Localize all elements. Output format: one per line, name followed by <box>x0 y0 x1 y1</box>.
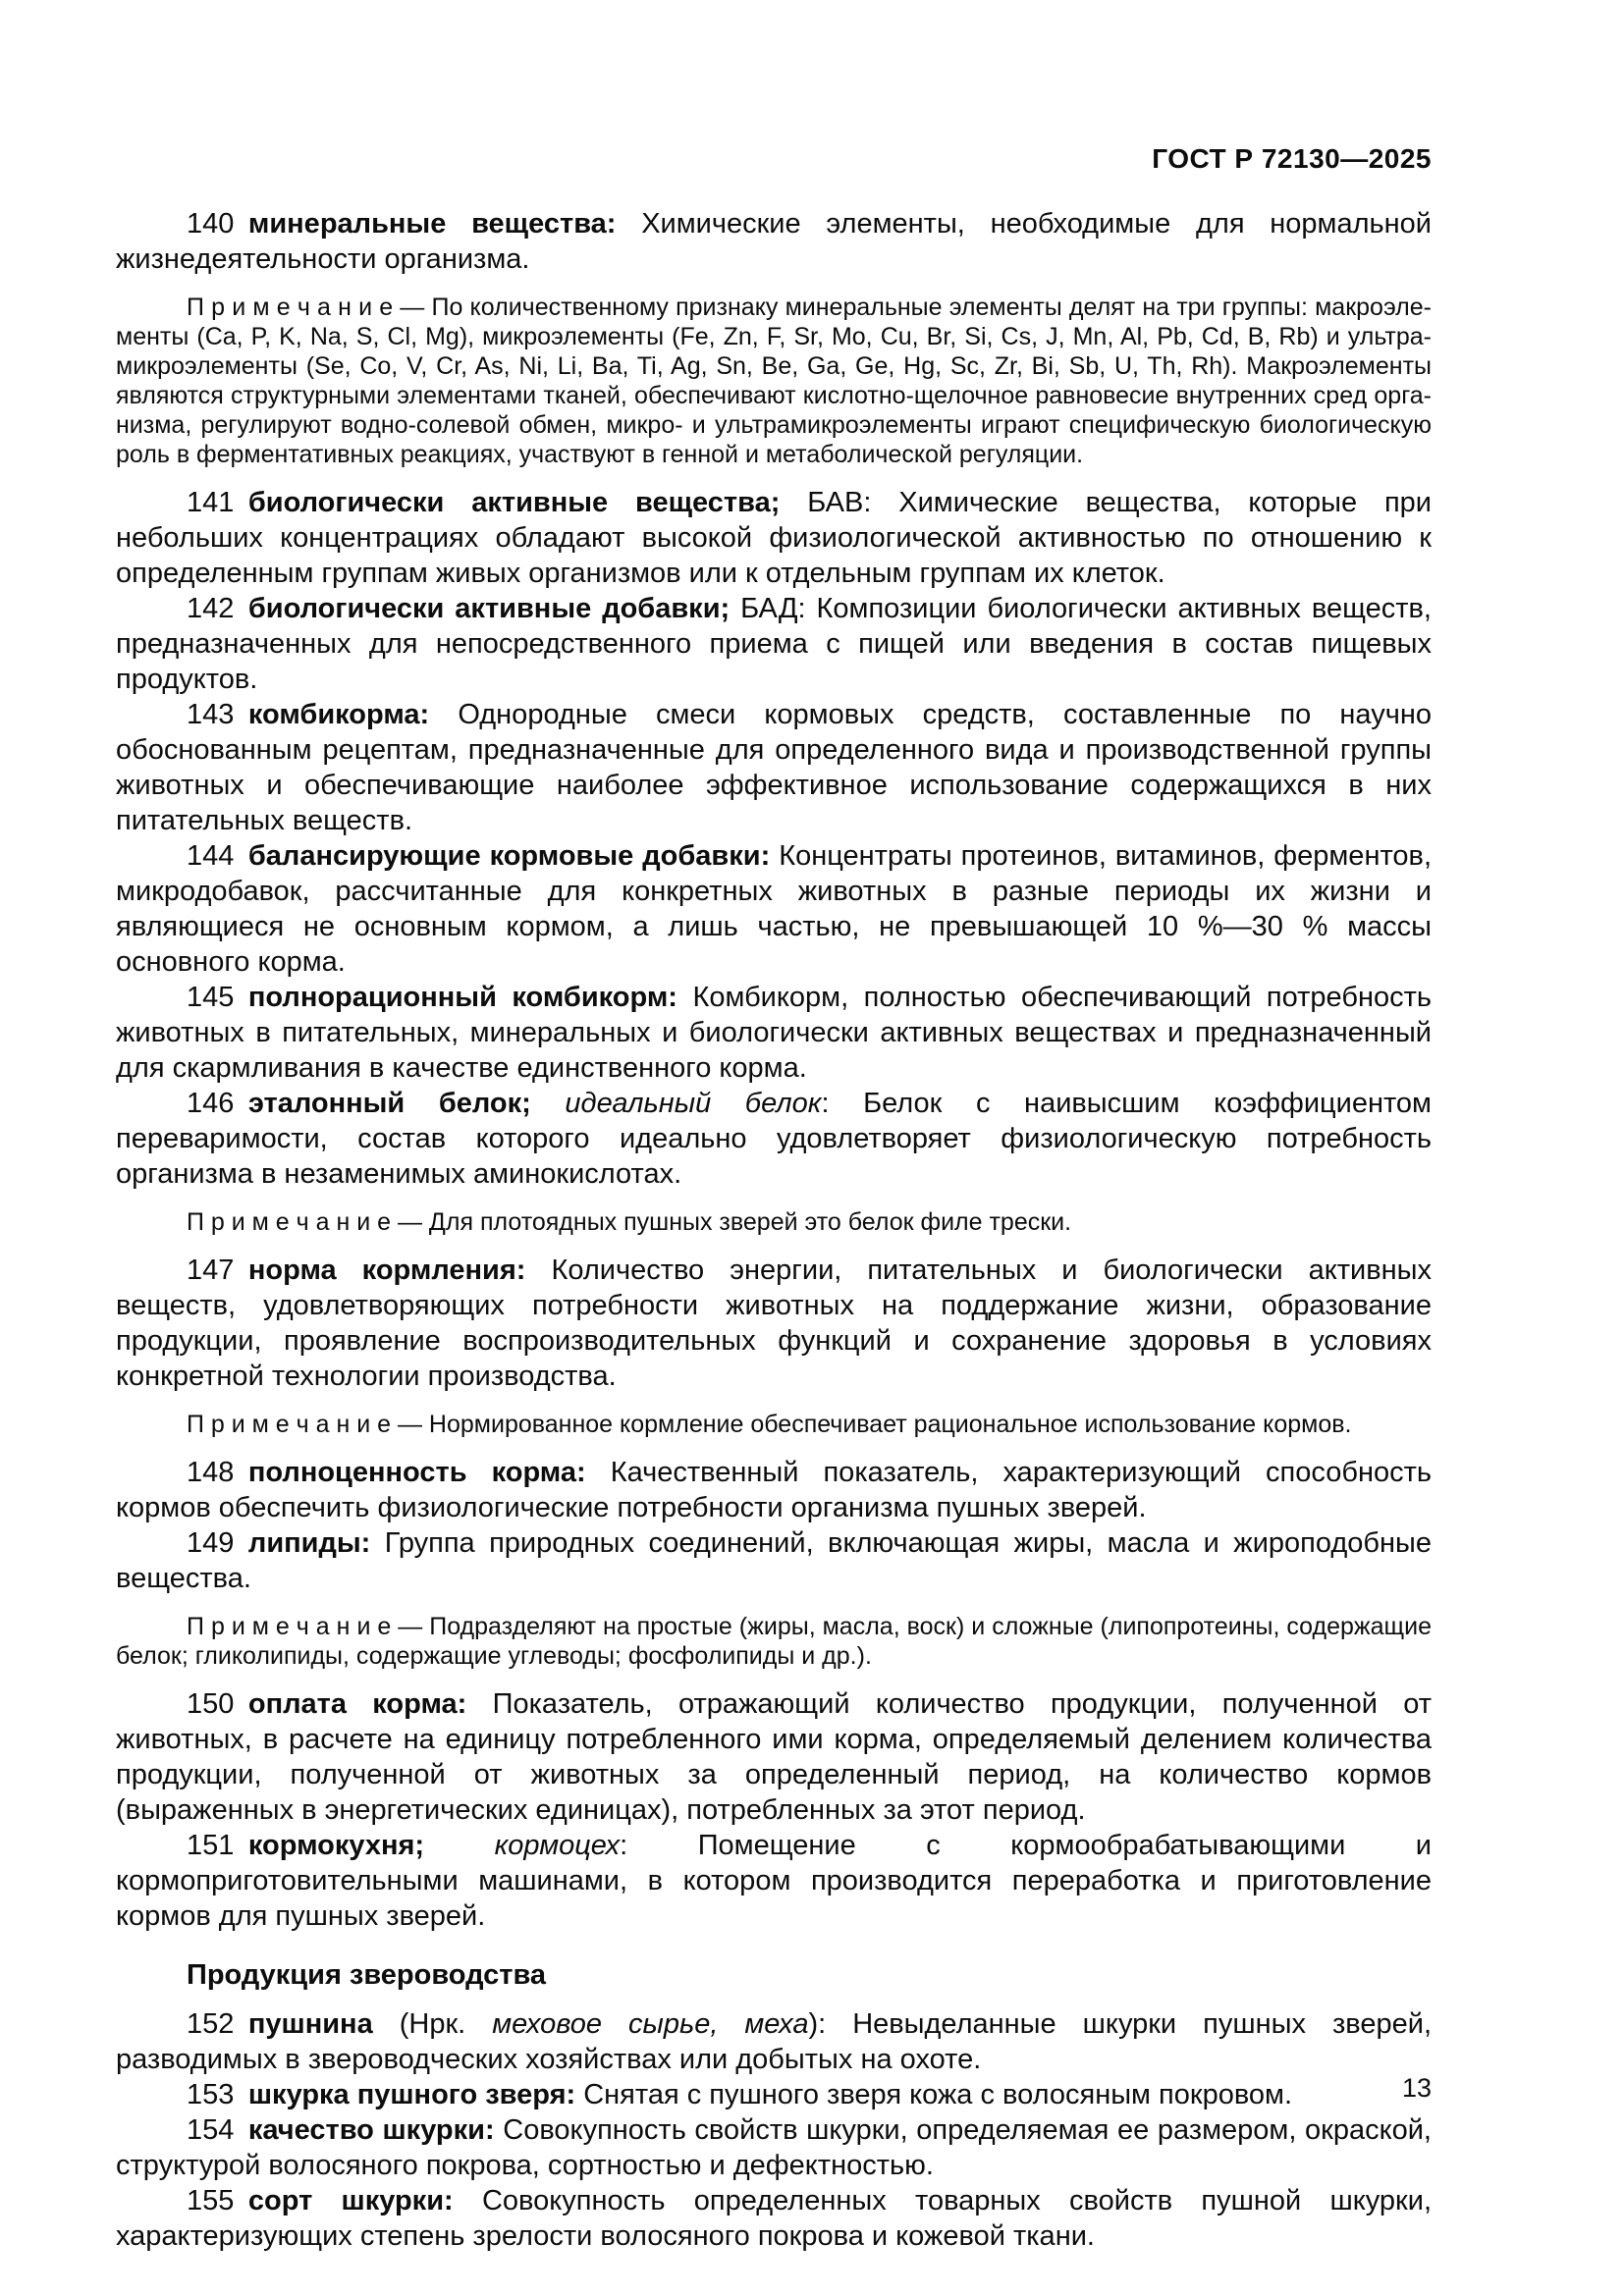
text-run: П р и м е ч а н и е — Для плотоядных пушных зверей это белок филе трески. <box>187 1208 1072 1236</box>
text-run: П р и м е ч а н и е — По количественному признаку минеральные элементы делят на три группы: макроэлементы (Ca, P, K, Na, S, Cl, Mg), микроэлементы (Fe, Zn, F, Sr, Mo, Cu, Br, Si, Cs, J, Mn, Al, Pb, Cd, B, Rb) и ультрамикроэлементы (Se, Co, V, Cr, As, Ni, Li, Ba, Ti, Ag, Sn, Be, Ga, Ge, Hg, Sc, Zr, Bi, Sb, U, Th, Rh). Макроэлементы являются структурными элементами тканей, обеспечивают кислотно-щелочное равновесие внутренних сред организма, регулируют водно-солевой обмен, микро- и ультрамикроэлементы играют специфическую биологическую роль в ферментативных реакциях, участвуют в генной и метаболической регуляции. <box>116 294 1432 468</box>
term-145 <box>116 980 1432 1086</box>
text-run: П р и м е ч а н и е — Нормированное кормление обеспечивает рациональное использование кормов. <box>187 1411 1352 1438</box>
text-run: качество шкурки: <box>247 2114 504 2146</box>
text-run: Количество энергии, питательных и биологически активных веществ, удовлетворяющих потребности животных на поддержание жизни, образование продукции, проявление воспроизводительных функций и сохранение здоровья в условиях конкретной технологии производства. <box>116 1255 1432 1392</box>
text-run: 154 <box>187 2114 248 2146</box>
text-run: 140 <box>187 208 248 240</box>
term-147 <box>116 1253 1432 1394</box>
text-run: Качественный показатель, характеризующий способность кормов обеспечить физиологические потребности организма пушных зверей. <box>116 1457 1432 1523</box>
text-run: липиды: <box>247 1527 385 1559</box>
text-run: Совокупность свойств шкурки, определяемая ее размером, окраской, структурой волосяного покрова, сортностью и дефектностью. <box>116 2114 1432 2181</box>
text-run: Снятая с пушного зверя кожа с волосяным покровом. <box>583 2079 1293 2110</box>
text-run: 141 <box>187 487 248 518</box>
text-run: 155 <box>187 2185 248 2216</box>
note-140 <box>116 293 1432 469</box>
text-run: Группа природных соединений, включающая жиры, масла и жироподобные вещества. <box>116 1527 1433 1594</box>
text-run: : Помещение с кормообрабатывающими и кормоприготовительными машинами, в котором производится переработка и приготовление кормов для пушных зверей. <box>116 1830 1432 1932</box>
note-146 <box>116 1207 1432 1237</box>
term-142 <box>116 591 1432 697</box>
term-155 <box>116 2183 1432 2254</box>
text-run: : Белок с наивысшим коэффициентом переваримости, состав которого идеально удовлетворяет физиологическую потребность организма в незаменимых аминокислотах. <box>116 1088 1432 1190</box>
term-152 <box>116 2006 1432 2077</box>
text-run: ): Невыделанные шкурки пушных зверей, разводимых в звероводческих хозяйствах или добытых на охоте. <box>116 2008 1432 2075</box>
text-run: 144 <box>187 840 248 872</box>
term-143 <box>116 697 1432 838</box>
text-run: кормоцех <box>494 1830 621 1861</box>
term-153 <box>116 2077 1432 2112</box>
section-heading-produkciya-zverovodstva <box>116 1957 1432 1993</box>
text-run: оплата корма: <box>247 1688 493 1720</box>
text-run: (Нрк. <box>399 2008 493 2040</box>
term-150 <box>116 1686 1432 1828</box>
text-run: кормокухня; <box>247 1830 495 1861</box>
text-run: полнорационный комбикорм: <box>247 982 693 1013</box>
document-code-header: ГОСТ Р 72130—2025 <box>1152 143 1432 174</box>
term-146 <box>116 1086 1432 1192</box>
text-run: Комбикорм, полностью обеспечивающий потребность животных в питательных, минеральных и биологически активных веществах и предназначенный для скармливания в качестве единственного корма. <box>116 982 1432 1084</box>
term-149 <box>116 1525 1432 1596</box>
text-run: 147 <box>187 1255 248 1286</box>
text-run: БАВ: Химические вещества, которые при небольших концентрациях обладают высокой физиологической активностью по отношению к определенным группам живых организмов или к отдельным группам их клеток. <box>116 487 1432 589</box>
page-number: 13 <box>1401 2073 1432 2103</box>
text-run: биологически активные добавки; <box>247 593 741 624</box>
text-run: 143 <box>187 699 248 730</box>
term-151 <box>116 1828 1432 1934</box>
note-149 <box>116 1612 1432 1671</box>
text-run: 146 <box>187 1088 248 1119</box>
text-run: 149 <box>187 1527 248 1559</box>
text-run: Концентраты протеинов, витаминов, ферментов, микродобавок, рассчитанные для конкретных животных в разные периоды их жизни и являющиеся не основным кормом, а лишь частью, не превышающей 10 %—30 % массы основного корма. <box>116 840 1433 978</box>
text-run: 152 <box>187 2008 248 2040</box>
text-run: норма кормления: <box>247 1255 552 1286</box>
term-140 <box>116 206 1432 277</box>
text-run: комбикорма: <box>247 699 459 730</box>
text-run: 142 <box>187 593 248 624</box>
text-run: сорт шкурки: <box>247 2185 482 2216</box>
text-run: меховое сырье, меха <box>492 2008 809 2040</box>
term-141 <box>116 485 1432 591</box>
term-144 <box>116 838 1432 980</box>
text-run: пушнина <box>247 2008 400 2040</box>
text-run: Однородные смеси кормовых средств, составленные по научно обоснованным рецептам, предназначенные для определенного вида и производственной группы животных и обеспечивающие наиболее эффективное использование содержащихся в них питательных веществ. <box>116 699 1432 836</box>
text-run: минеральные вещества: <box>247 208 642 240</box>
text-run: балансирующие кормовые добавки: <box>247 840 780 872</box>
term-148 <box>116 1455 1432 1525</box>
text-run: 148 <box>187 1457 248 1488</box>
term-154 <box>116 2112 1432 2183</box>
text-run: 150 <box>187 1688 248 1720</box>
text-run: Продукция звероводства <box>187 1959 547 1991</box>
text-run: П р и м е ч а н и е — Подразделяют на простые (жиры, масла, воск) и сложные (липопротеины, содержащие белок; гликолипиды, содержащие углеводы; фосфолипиды и др.). <box>116 1613 1432 1670</box>
note-147 <box>116 1410 1432 1439</box>
document-body <box>116 206 1432 2254</box>
text-run: биологически активные вещества; <box>247 487 808 518</box>
text-run: Показатель, отражающий количество продукции, полученной от животных, в расчете на единицу потребленного ими корма, определяемый делением количества продукции, полученной от животных за определенный период, на количество кормов (выраженных в энергетических единицах), потребленных за этот период. <box>116 1688 1432 1826</box>
text-run: идеальный белок <box>565 1088 822 1119</box>
text-run: Совокупность определенных товарных свойств пушной шкурки, характеризующих степень зрелости волосяного покрова и кожевой ткани. <box>116 2185 1432 2252</box>
text-run: шкурка пушного зверя: <box>247 2079 584 2110</box>
text-run: 151 <box>187 1830 248 1861</box>
text-run: Химические элементы, необходимые для нормальной жизнедеятельности организма. <box>116 208 1432 275</box>
text-run: эталонный белок; <box>247 1088 566 1119</box>
text-run: БАД: Композиции биологически активных веществ, предназначенных для непосредственного приема с пищей или введения в состав пищевых продуктов. <box>116 593 1432 695</box>
text-run: полноценность корма: <box>247 1457 611 1488</box>
text-run: 153 <box>187 2079 248 2110</box>
text-run: 145 <box>187 982 248 1013</box>
